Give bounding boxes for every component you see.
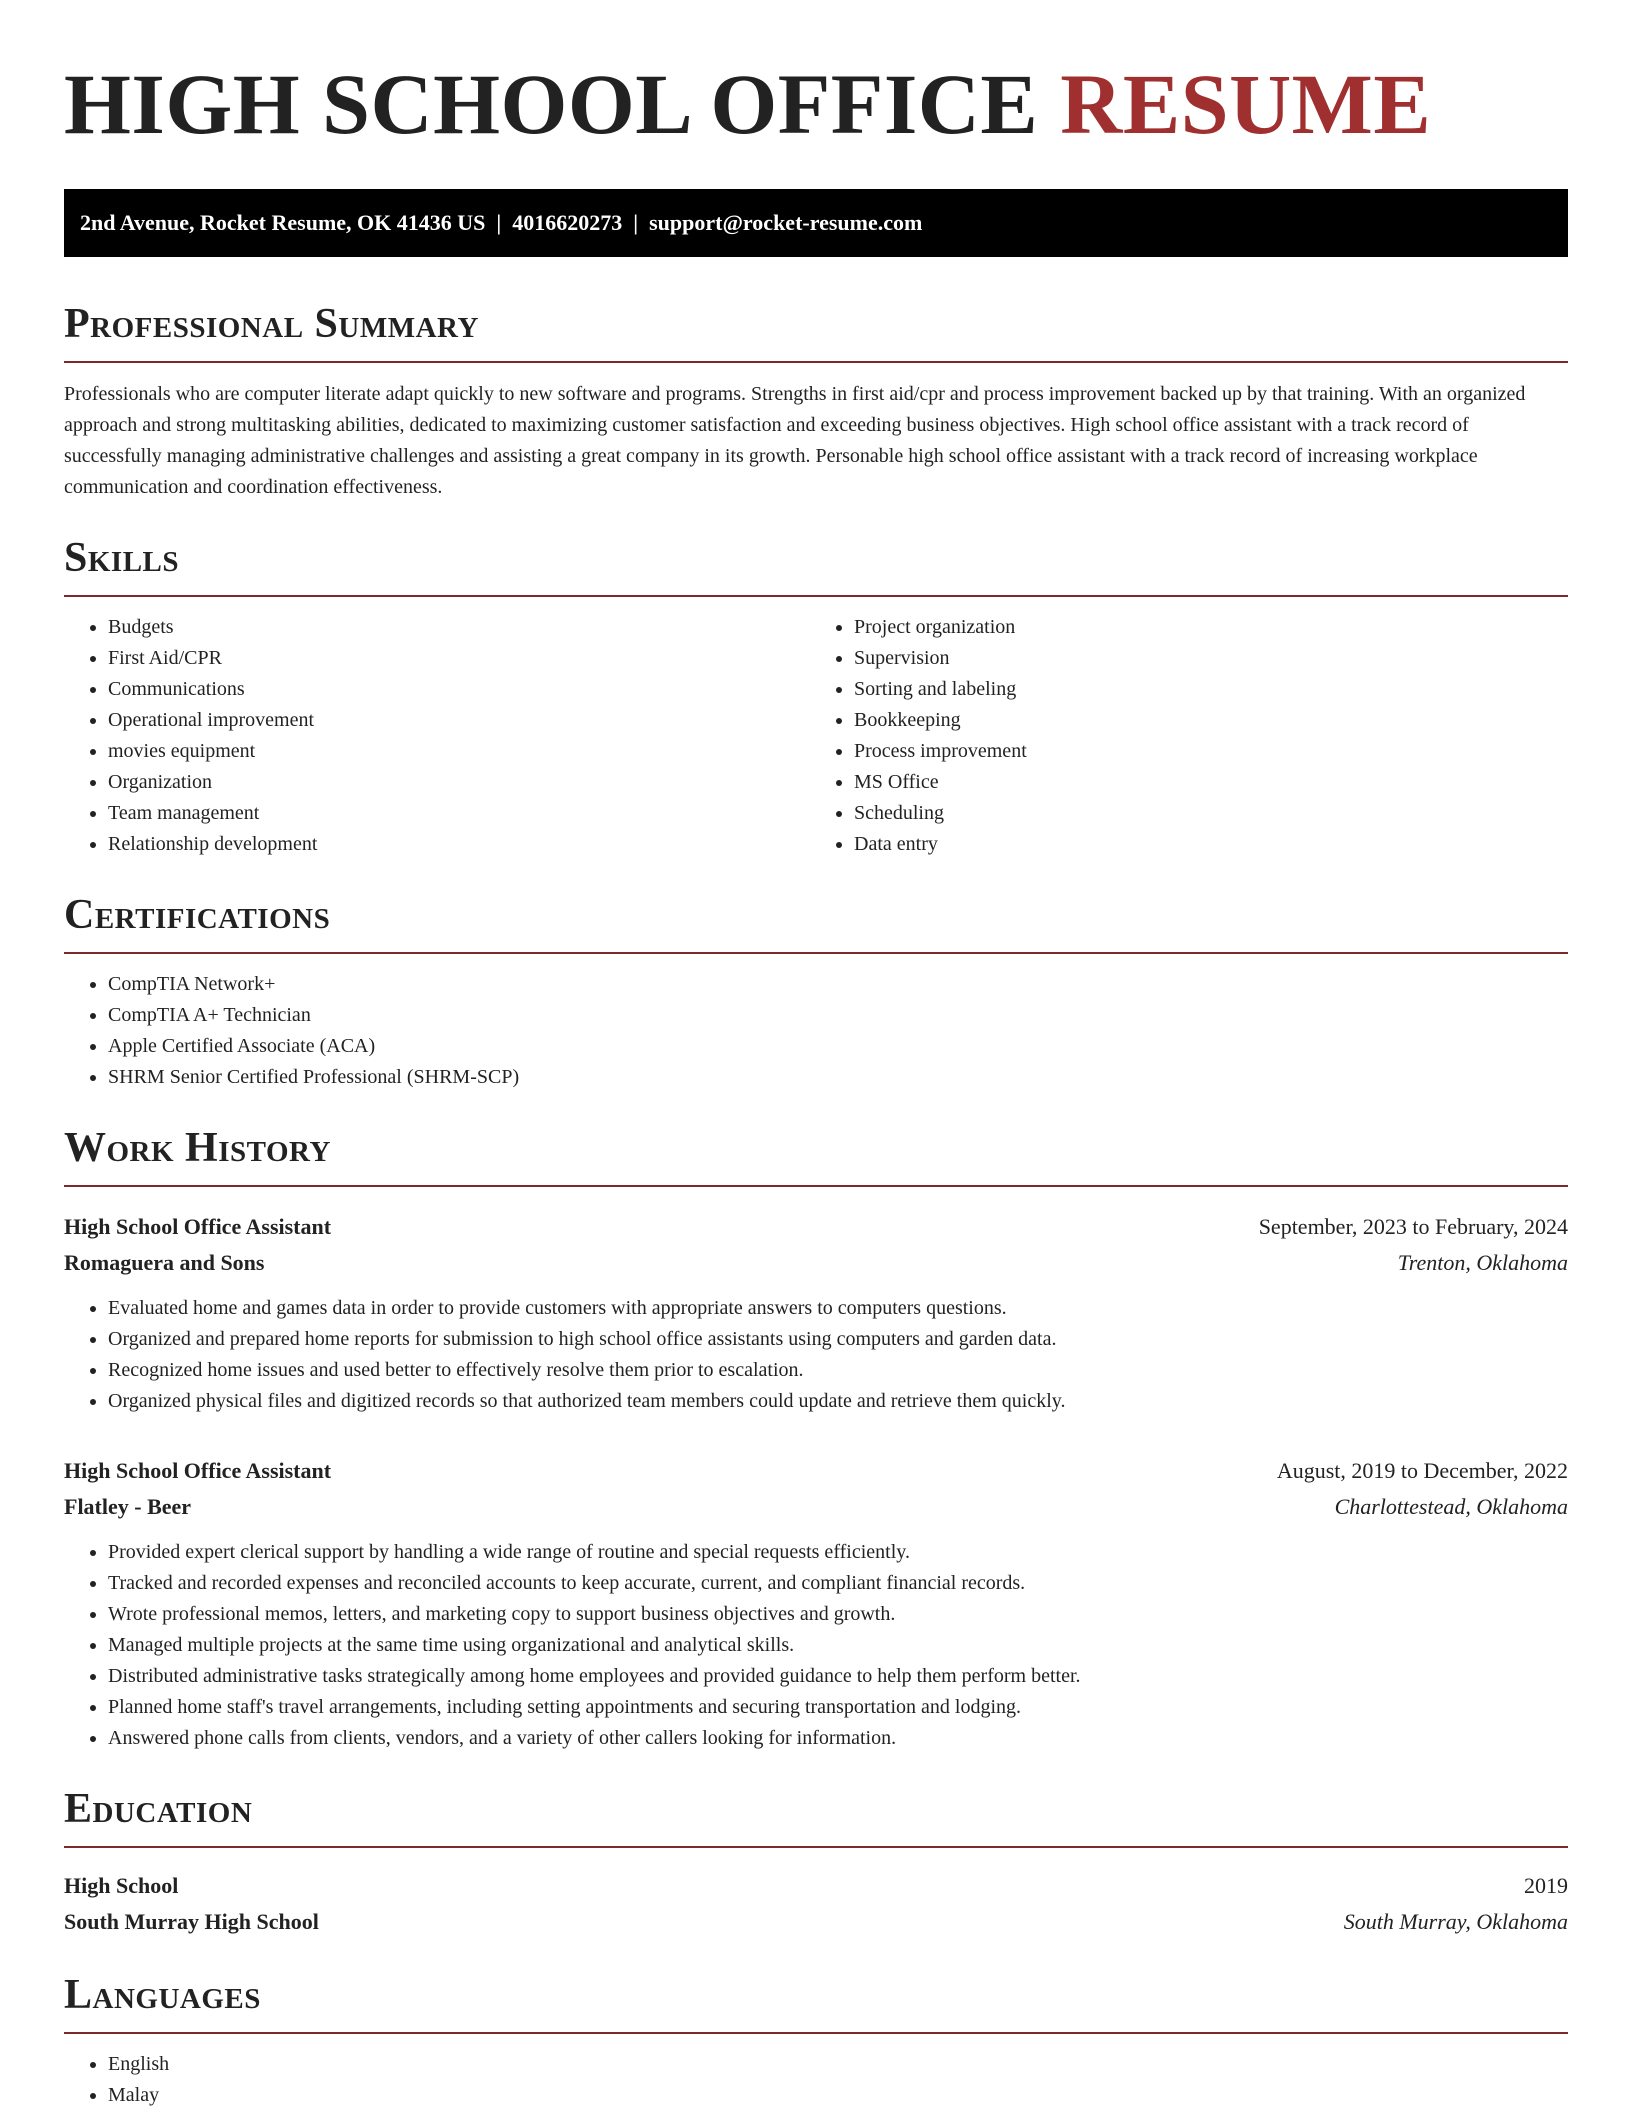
languages-section <box>64 1970 1568 2111</box>
title-accent: RESUME <box>1060 56 1432 152</box>
education-location: South Murray, Oklahoma <box>1343 1909 1568 1934</box>
education-entry <box>64 1868 1568 1940</box>
skill-item: • Process improvement <box>854 736 1568 767</box>
job-header-row <box>64 1209 1568 1245</box>
job-duty: • Recognized home issues and used better to effectively resolve them prior to escalation. <box>108 1355 1568 1386</box>
job-duty: • Evaluated home and games data in order to provide customers with appropriate answers to computers questions. <box>108 1293 1568 1324</box>
title-main: HIGH SCHOOL OFFICE <box>64 56 1039 152</box>
certifications-list <box>64 969 1568 1093</box>
skills-grid <box>64 597 1568 860</box>
work-history-section <box>64 1123 1568 1754</box>
job-company-row <box>64 1245 1568 1281</box>
contact-bar <box>64 189 1568 257</box>
education-school-row <box>64 1904 1568 1940</box>
job-duties-list <box>64 1537 1568 1754</box>
job-dates: September, 2023 to February, 2024 <box>1258 1214 1568 1239</box>
job-location: Charlottestead, Oklahoma <box>1334 1494 1568 1519</box>
skill-item: • First Aid/CPR <box>108 643 816 674</box>
skill-item: • Bookkeeping <box>854 705 1568 736</box>
job-duty: • Distributed administrative tasks strategically among home employees and provided guidance to help them perform better. <box>108 1661 1568 1692</box>
job-duty: • Organized physical files and digitized records so that authorized team members could update and retrieve them quickly. <box>108 1386 1568 1417</box>
skill-item: • movies equipment <box>108 736 816 767</box>
skill-item: • Relationship development <box>108 829 816 860</box>
skill-item: • Team management <box>108 798 816 829</box>
job-duty: • Provided expert clerical support by handling a wide range of routine and special requests efficiently. <box>108 1537 1568 1568</box>
skill-item: • Communications <box>108 674 816 705</box>
skill-item: • Sorting and labeling <box>854 674 1568 705</box>
language-item: • Malay <box>108 2080 1568 2111</box>
job-title: High School Office Assistant <box>64 1458 332 1483</box>
certification-item: • CompTIA A+ Technician <box>108 1000 1568 1031</box>
skills-list-left <box>64 612 816 860</box>
skills-section <box>64 533 1568 860</box>
job-entry <box>64 1209 1568 1417</box>
contact-email: support@rocket-resume.com <box>649 210 923 235</box>
summary-section <box>64 299 1568 503</box>
job-duty: • Wrote professional memos, letters, and marketing copy to support business objectives and growth. <box>108 1599 1568 1630</box>
section-divider <box>64 2032 1568 2034</box>
skill-item: • Organization <box>108 767 816 798</box>
job-duties-list <box>64 1293 1568 1417</box>
section-heading: Languages <box>64 1972 261 2018</box>
job-title: High School Office Assistant <box>64 1214 332 1239</box>
resume-title <box>64 56 1568 152</box>
section-heading: Skills <box>64 535 180 581</box>
section-heading: Work History <box>64 1125 331 1171</box>
education-school: South Murray High School <box>64 1909 319 1934</box>
section-divider <box>64 1185 1568 1187</box>
job-duty: • Tracked and recorded expenses and reconciled accounts to keep accurate, current, and compliant financial records. <box>108 1568 1568 1599</box>
section-heading: Education <box>64 1786 253 1832</box>
summary-text: Professionals who are computer literate adapt quickly to new software and programs. Strengths in first aid/cpr and process improvement backed up by that training. With an organized approach and strong multitasking abilities, dedicated to maximizing customer satisfaction and exceeding business objectives. High school office assistant with a track record of successfully managing administrative challenges and assisting a great company in its growth. Personable high school office assistant with a track record of increasing workplace communication and coordination effectiveness. <box>64 383 1526 498</box>
certification-item: • SHRM Senior Certified Professional (SHRM-SCP) <box>108 1062 1568 1093</box>
job-company-row <box>64 1489 1568 1525</box>
job-location: Trenton, Oklahoma <box>1397 1250 1568 1275</box>
job-dates: August, 2019 to December, 2022 <box>1276 1458 1568 1483</box>
job-duty: • Answered phone calls from clients, vendors, and a variety of other callers looking for information. <box>108 1723 1568 1754</box>
job-duty: • Planned home staff's travel arrangements, including setting appointments and securing transportation and lodging. <box>108 1692 1568 1723</box>
skills-list-right <box>816 612 1568 860</box>
section-heading: Certifications <box>64 892 331 938</box>
job-header-row <box>64 1453 1568 1489</box>
contact-phone: 4016620273 <box>512 210 623 235</box>
language-item: • English <box>108 2049 1568 2080</box>
skill-item: • Scheduling <box>854 798 1568 829</box>
job-duty: • Organized and prepared home reports for submission to high school office assistants using computers and garden data. <box>108 1324 1568 1355</box>
section-heading: Professional Summary <box>64 301 479 347</box>
section-divider <box>64 952 1568 954</box>
education-degree-row <box>64 1868 1568 1904</box>
education-year: 2019 <box>1524 1873 1568 1898</box>
contact-separator: | <box>633 210 639 235</box>
skill-item: • Project organization <box>854 612 1568 643</box>
section-divider <box>64 361 1568 363</box>
job-duty: • Managed multiple projects at the same time using organizational and analytical skills. <box>108 1630 1568 1661</box>
skill-item: • Supervision <box>854 643 1568 674</box>
skill-item: • Operational improvement <box>108 705 816 736</box>
education-degree: High School <box>64 1873 179 1898</box>
certification-item: • Apple Certified Associate (ACA) <box>108 1031 1568 1062</box>
skill-item: • Budgets <box>108 612 816 643</box>
skill-item: • MS Office <box>854 767 1568 798</box>
job-company: Romaguera and Sons <box>64 1250 265 1275</box>
certification-item: • CompTIA Network+ <box>108 969 1568 1000</box>
contact-separator: | <box>496 210 502 235</box>
contact-address: 2nd Avenue, Rocket Resume, OK 41436 US <box>80 210 486 235</box>
job-company: Flatley - Beer <box>64 1494 192 1519</box>
skill-item: • Data entry <box>854 829 1568 860</box>
education-section <box>64 1784 1568 1940</box>
languages-list <box>64 2049 1568 2111</box>
certifications-section <box>64 890 1568 1093</box>
job-entry <box>64 1453 1568 1754</box>
section-divider <box>64 1846 1568 1848</box>
